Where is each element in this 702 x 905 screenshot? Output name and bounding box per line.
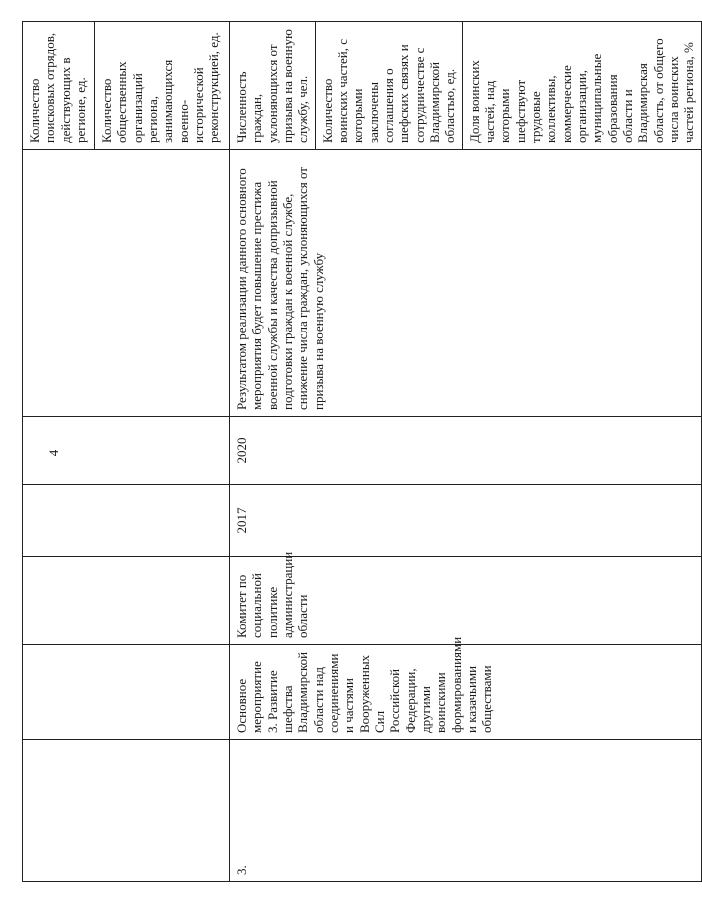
measure-cell: Основное мероприятие 3. Развитие шефства Владимирской области над соединениями и частями Вооруженных Сил Российской Федерации, другими воинскими формированиями и казачьими обществами: [230, 645, 702, 740]
indicators-cell-top: [23, 22, 230, 150]
executor-cell: Комитет по социальной политике администрации области: [230, 557, 702, 645]
end-year-cell: 2020: [230, 417, 702, 485]
indicator-item: Количество поисковых отрядов, действующих в регионе, ед.: [23, 22, 95, 149]
indicator-item: Количество воинских частей, с которыми заключены соглашения о шефских связях и сотрудничестве с Владимирской областью, ед.: [315, 22, 462, 149]
indicators-cell: [230, 22, 702, 150]
indicator-item: Количество общественных организаций региона, занимающихся военно-исторической реконструкцией, ед.: [99, 32, 222, 143]
rotated-table-page: [22, 22, 697, 882]
expected-result-cell: Результатом реализации данного основного мероприятия будет повышение престижа военной службы и качества допризывной подготовки граждан к военной службе, снижение числа граждан, уклоняющихся от призыва на военную службу: [230, 150, 702, 417]
empty-cell: [23, 150, 230, 417]
empty-cell: [23, 557, 230, 645]
page-number: 4: [46, 449, 61, 457]
start-year-cell: 2017: [230, 485, 702, 557]
empty-cell: [23, 417, 230, 485]
table-row-continuation: [23, 22, 230, 882]
empty-cell: [23, 485, 230, 557]
table-row-measure-3: [230, 22, 702, 882]
indicator-item: Численность граждан, уклоняющихся от призыва на военную службу, чел.: [230, 22, 315, 149]
indicator-item: Доля воинских частей, над которыми шефствуют трудовые коллективы, коммерческие организации, муниципальные образования области и Владимирская область, от общего числа воинских частей региона, %: [466, 38, 697, 143]
empty-cell: [23, 740, 230, 882]
empty-cell: [23, 645, 230, 740]
program-table: [22, 21, 702, 882]
row-number-cell: 3.: [230, 740, 702, 882]
